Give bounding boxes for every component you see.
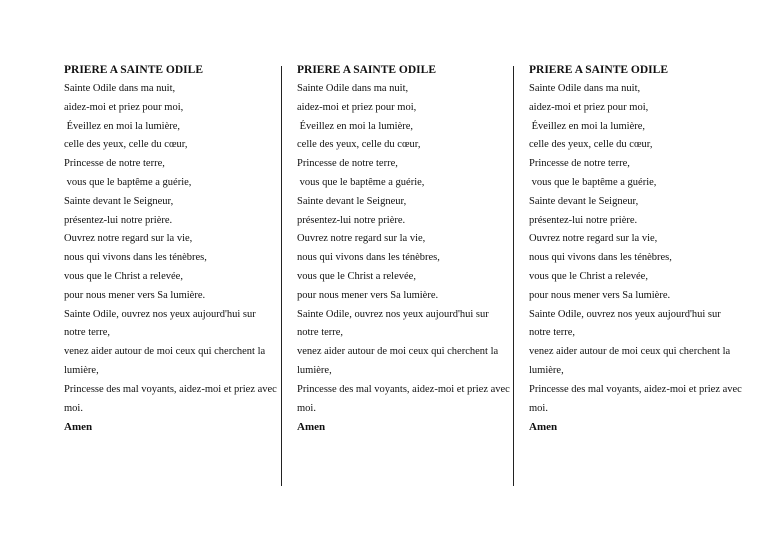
prayer-line: pour nous mener vers Sa lumière. <box>297 289 439 301</box>
prayer-line: Sainte Odile, ouvrez nos yeux aujourd'hui sur notre terre, <box>529 308 721 339</box>
prayer-line: nous qui vivons dans les ténèbres, <box>64 252 207 264</box>
prayer-line: vous que le Christ a relevée, <box>529 270 648 282</box>
prayer-line: Sainte devant le Seigneur, <box>529 195 639 207</box>
prayer-line: présentez-lui notre prière. <box>297 214 406 226</box>
prayer-line: nous qui vivons dans les ténèbres, <box>529 252 672 264</box>
prayer-line: Éveillez en moi la lumière, <box>297 120 414 132</box>
prayer-line: Princesse de notre terre, <box>529 158 630 170</box>
prayer-line: Sainte Odile dans ma nuit, <box>529 83 641 94</box>
prayer-column-3 <box>529 61 744 437</box>
prayer-line: Sainte Odile, ouvrez nos yeux aujourd'hui sur notre terre, <box>297 308 489 339</box>
prayer-line: Ouvrez notre regard sur la vie, <box>297 233 426 245</box>
prayer-column-2 <box>297 61 512 437</box>
prayer-title: PRIERE A SAINTE ODILE <box>297 64 436 76</box>
column-divider <box>513 66 514 486</box>
prayer-line: vous que le Christ a relevée, <box>297 270 416 282</box>
prayer-line: celle des yeux, celle du cœur, <box>529 139 653 151</box>
prayer-line: Sainte Odile dans ma nuit, <box>64 83 176 94</box>
prayer-line: vous que le baptême a guérie, <box>529 176 657 188</box>
prayer-line: Princesse de notre terre, <box>64 158 165 170</box>
prayer-line: vous que le Christ a relevée, <box>64 270 183 282</box>
prayer-line: Princesse des mal voyants, aidez-moi et priez avec moi. <box>64 383 277 414</box>
prayer-line: aidez-moi et priez pour moi, <box>529 101 649 113</box>
prayer-line: aidez-moi et priez pour moi, <box>297 101 417 113</box>
prayer-line: Princesse des mal voyants, aidez-moi et priez avec moi. <box>529 383 742 414</box>
prayer-line: Sainte devant le Seigneur, <box>64 195 174 207</box>
prayer-closing: Amen <box>297 421 326 434</box>
prayer-title: PRIERE A SAINTE ODILE <box>529 64 668 76</box>
prayer-line: vous que le baptême a guérie, <box>64 176 192 188</box>
prayer-title: PRIERE A SAINTE ODILE <box>64 64 203 76</box>
column-divider <box>281 66 282 486</box>
prayer-line: Princesse de notre terre, <box>297 158 398 170</box>
prayer-line: aidez-moi et priez pour moi, <box>64 101 184 113</box>
prayer-line: celle des yeux, celle du cœur, <box>297 139 421 151</box>
prayer-line: Princesse des mal voyants, aidez-moi et priez avec moi. <box>297 383 510 414</box>
prayer-line: nous qui vivons dans les ténèbres, <box>297 252 440 264</box>
prayer-column-1 <box>64 61 279 437</box>
prayer-line: présentez-lui notre prière. <box>64 214 173 226</box>
prayer-line: Sainte Odile dans ma nuit, <box>297 83 409 94</box>
prayer-line: Éveillez en moi la lumière, <box>529 120 646 132</box>
prayer-line: venez aider autour de moi ceux qui cherchent la lumière, <box>64 346 266 376</box>
prayer-line: venez aider autour de moi ceux qui cherchent la lumière, <box>297 346 499 376</box>
prayer-line: pour nous mener vers Sa lumière. <box>529 289 671 301</box>
prayer-line: Éveillez en moi la lumière, <box>64 120 181 132</box>
prayer-closing: Amen <box>529 421 558 434</box>
prayer-line: pour nous mener vers Sa lumière. <box>64 289 206 301</box>
prayer-line: Ouvrez notre regard sur la vie, <box>529 233 658 245</box>
prayer-closing: Amen <box>64 421 93 434</box>
prayer-line: présentez-lui notre prière. <box>529 214 638 226</box>
prayer-line: Sainte devant le Seigneur, <box>297 195 407 207</box>
prayer-line: Sainte Odile, ouvrez nos yeux aujourd'hui sur notre terre, <box>64 308 256 339</box>
prayer-line: celle des yeux, celle du cœur, <box>64 139 188 151</box>
prayer-line: Ouvrez notre regard sur la vie, <box>64 233 193 245</box>
prayer-line: venez aider autour de moi ceux qui cherchent la lumière, <box>529 346 731 376</box>
prayer-line: vous que le baptême a guérie, <box>297 176 425 188</box>
